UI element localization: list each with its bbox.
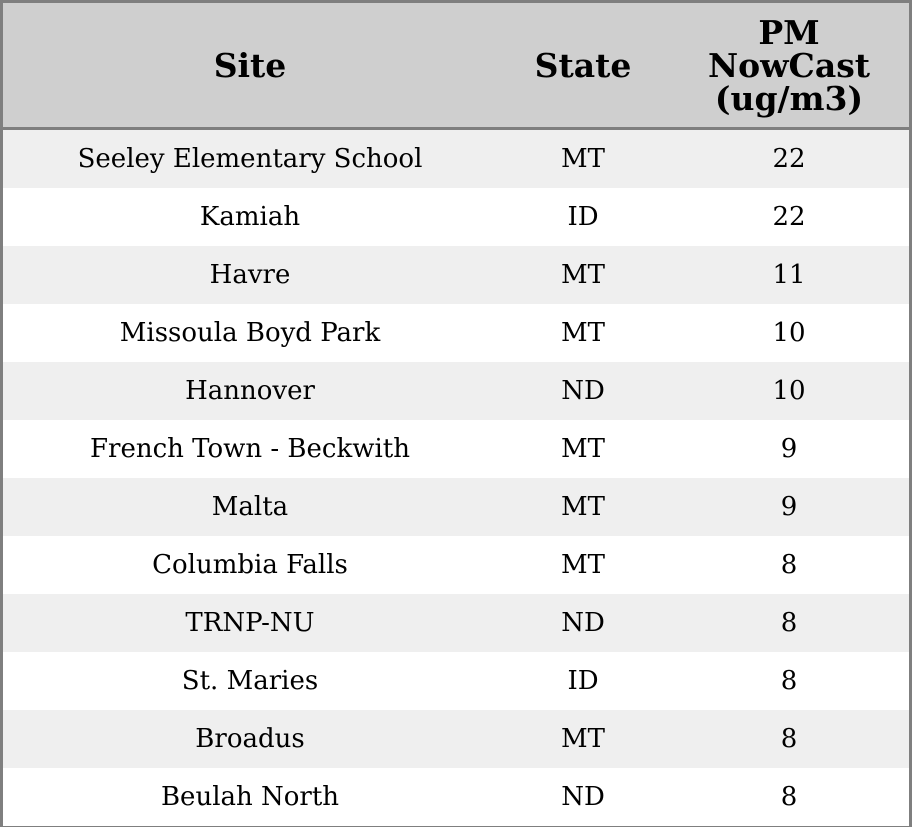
state-cell: ID	[497, 652, 669, 710]
site-cell: Broadus	[3, 710, 497, 768]
site-cell: Missoula Boyd Park	[3, 304, 497, 362]
pm-value-cell: 11	[669, 246, 909, 304]
column-header-site: Site	[3, 3, 497, 129]
pm-value-cell: 8	[669, 768, 909, 826]
column-header-pm-line-2: NowCast	[707, 45, 871, 85]
site-cell: Kamiah	[3, 188, 497, 246]
state-cell: MT	[497, 304, 669, 362]
column-header-pm-line-3: (ug/m3)	[714, 78, 864, 118]
pm-value-cell: 22	[669, 188, 909, 246]
table-header	[3, 3, 909, 129]
column-header-pm-nowcast	[669, 3, 909, 129]
column-header-state: State	[497, 3, 669, 129]
pm-value-cell: 8	[669, 594, 909, 652]
pm-value-cell: 8	[669, 710, 909, 768]
pm-value-cell: 8	[669, 652, 909, 710]
state-cell: MT	[497, 536, 669, 594]
table-body	[3, 129, 909, 827]
table-row	[3, 594, 909, 652]
site-cell: Hannover	[3, 362, 497, 420]
column-header-pm-line-1: PM	[758, 12, 820, 52]
state-cell: MT	[497, 420, 669, 478]
table-row	[3, 304, 909, 362]
table-row	[3, 188, 909, 246]
site-cell: TRNP-NU	[3, 594, 497, 652]
table-row	[3, 362, 909, 420]
site-cell: Columbia Falls	[3, 536, 497, 594]
table-row	[3, 246, 909, 304]
pm-value-cell: 10	[669, 362, 909, 420]
site-cell: Seeley Elementary School	[3, 129, 497, 189]
state-cell: ND	[497, 362, 669, 420]
pm-value-cell: 22	[669, 129, 909, 189]
site-cell: Malta	[3, 478, 497, 536]
pm-value-cell: 8	[669, 536, 909, 594]
pm-nowcast-table	[3, 3, 909, 826]
state-cell: ID	[497, 188, 669, 246]
state-cell: MT	[497, 246, 669, 304]
table-row	[3, 536, 909, 594]
site-cell: French Town - Beckwith	[3, 420, 497, 478]
state-cell: MT	[497, 129, 669, 189]
state-cell: ND	[497, 768, 669, 826]
table-row	[3, 710, 909, 768]
pm-value-cell: 9	[669, 478, 909, 536]
site-cell: St. Maries	[3, 652, 497, 710]
site-cell: Havre	[3, 246, 497, 304]
pm-value-cell: 10	[669, 304, 909, 362]
state-cell: MT	[497, 710, 669, 768]
header-row	[3, 3, 909, 129]
pm-value-cell: 9	[669, 420, 909, 478]
state-cell: MT	[497, 478, 669, 536]
table-row	[3, 768, 909, 826]
site-cell: Beulah North	[3, 768, 497, 826]
table-row	[3, 652, 909, 710]
table-row	[3, 420, 909, 478]
table-row	[3, 129, 909, 189]
table-row	[3, 478, 909, 536]
state-cell: ND	[497, 594, 669, 652]
